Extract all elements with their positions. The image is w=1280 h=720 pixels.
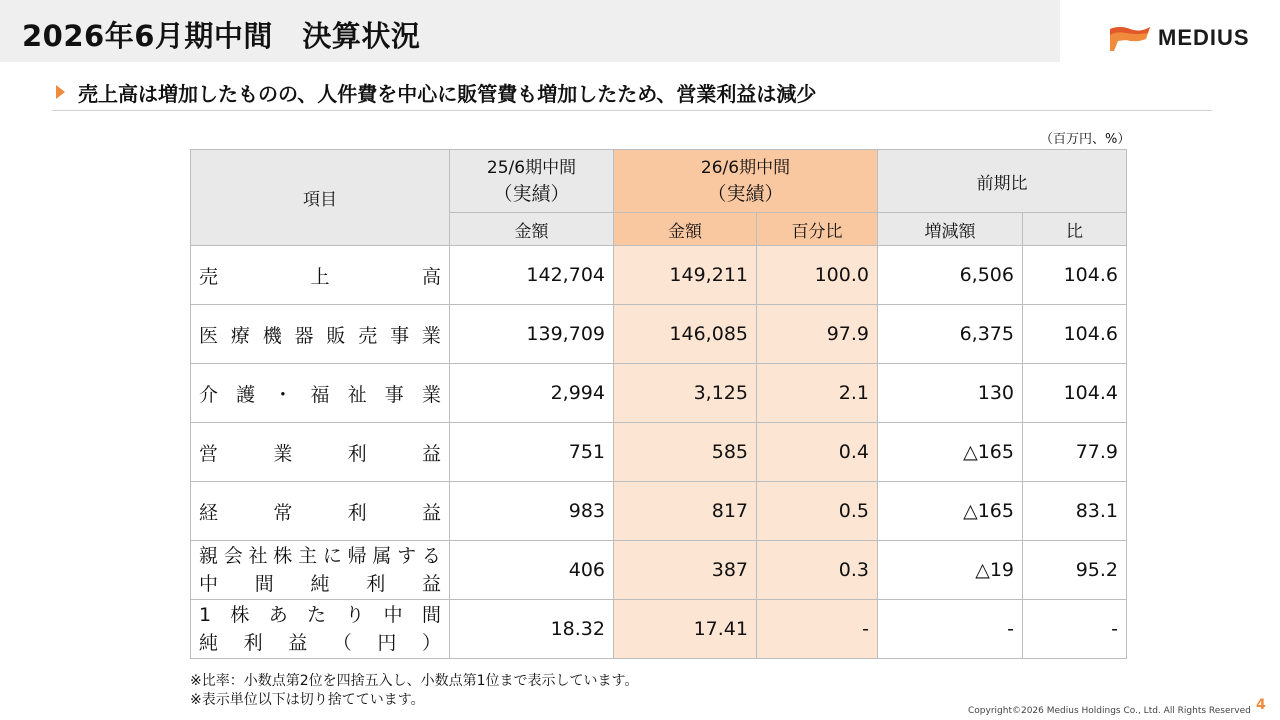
label-char: 業 — [421, 324, 441, 347]
label-char: 益 — [421, 501, 441, 524]
cell-change: - — [878, 600, 1023, 659]
label-line — [199, 570, 441, 598]
label-char: 経 — [199, 501, 219, 524]
header-percent: 百分比 — [757, 213, 878, 246]
label-char: 利 — [366, 573, 386, 595]
label-char: 利 — [243, 632, 263, 654]
label-line — [199, 262, 441, 289]
cell-ratio: 77.9 — [1023, 423, 1127, 482]
cell-change: 6,375 — [878, 305, 1023, 364]
label-char: 上 — [310, 265, 330, 288]
label-char: た — [307, 604, 327, 626]
label-char: 間 — [254, 573, 274, 595]
label-char: あ — [268, 604, 288, 626]
cell-ratio: 95.2 — [1023, 541, 1127, 600]
label-char: 帰 — [347, 545, 367, 567]
row-label — [191, 423, 450, 482]
label-char: る — [421, 545, 441, 567]
label-char: （ — [332, 632, 352, 654]
header-curr-kind: （実績） — [707, 183, 784, 205]
cell-curr-amount: 387 — [614, 541, 757, 600]
label-char: 中 — [383, 604, 403, 626]
label-char: に — [322, 545, 342, 567]
label-char: 営 — [199, 442, 219, 465]
cell-curr-percent: 0.3 — [757, 541, 878, 600]
copyright: Copyright©2026 Medius Holdings Co., Ltd. All Rights Reserved — [968, 706, 1251, 716]
label-line — [199, 321, 441, 348]
header-prev-kind: （実績） — [493, 183, 570, 205]
page-title: 2026年6月期中間 決算状況 — [22, 19, 421, 53]
row-label — [191, 482, 450, 541]
cell-ratio: - — [1023, 600, 1127, 659]
label-char: 祉 — [347, 383, 367, 406]
label-char: 事 — [384, 383, 404, 406]
cell-change: △19 — [878, 541, 1023, 600]
table-row — [191, 246, 1127, 305]
header-yoy: 前期比 — [878, 150, 1127, 213]
table-row — [191, 482, 1127, 541]
label-char: 常 — [273, 501, 293, 524]
label-char: 介 — [199, 383, 219, 406]
header-item: 項目 — [191, 150, 450, 246]
table-row — [191, 541, 1127, 600]
footnote-truncation: ※表示単位以下は切り捨てています。 — [190, 692, 425, 708]
label-char: 純 — [310, 573, 330, 595]
label-char: 主 — [298, 545, 318, 567]
cell-curr-amount: 146,085 — [614, 305, 757, 364]
footnote-rounding: ※比率：小数点第2位を四捨五入し、小数点第1位まで表示しています。 — [190, 673, 639, 689]
label-char: 純 — [199, 632, 219, 654]
label-char: 間 — [421, 604, 441, 626]
header-prev-period-name: 25/6期中間 — [486, 158, 577, 178]
financial-table — [190, 149, 1127, 659]
label-char: 売 — [358, 324, 378, 347]
label-char: 売 — [199, 265, 219, 288]
cell-ratio: 104.6 — [1023, 246, 1127, 305]
cell-change: △165 — [878, 423, 1023, 482]
header-amount-prev: 金額 — [450, 213, 614, 246]
label-char: 業 — [273, 442, 293, 465]
cell-ratio: 104.4 — [1023, 364, 1127, 423]
label-char: 医 — [199, 324, 219, 347]
triangle-bullet-icon — [56, 85, 65, 99]
header-ratio: 比 — [1023, 213, 1127, 246]
row-label — [191, 364, 450, 423]
row-label — [191, 541, 450, 600]
label-char: ） — [421, 632, 441, 654]
cell-curr-amount: 17.41 — [614, 600, 757, 659]
label-char: 円 — [377, 632, 397, 654]
table-row — [191, 364, 1127, 423]
header-change: 増減額 — [878, 213, 1023, 246]
cell-curr-percent: 2.1 — [757, 364, 878, 423]
label-line — [199, 498, 441, 525]
label-char: ・ — [273, 383, 293, 406]
label-char: 属 — [372, 545, 392, 567]
header-curr-period — [614, 150, 878, 213]
cell-curr-percent: 0.4 — [757, 423, 878, 482]
subtitle-row — [52, 78, 1212, 111]
label-char: 高 — [421, 265, 441, 288]
page-number: 4 — [1256, 697, 1266, 713]
cell-curr-percent: 0.5 — [757, 482, 878, 541]
row-label — [191, 305, 450, 364]
cell-curr-percent: 100.0 — [757, 246, 878, 305]
cell-prev-amount: 142,704 — [450, 246, 614, 305]
row-label — [191, 246, 450, 305]
header-prev-period — [450, 150, 614, 213]
cell-curr-percent: - — [757, 600, 878, 659]
header-amount-curr: 金額 — [614, 213, 757, 246]
cell-change: 130 — [878, 364, 1023, 423]
label-char: 利 — [347, 442, 367, 465]
cell-change: 6,506 — [878, 246, 1023, 305]
flag-logo-icon — [1108, 25, 1150, 51]
label-line — [199, 601, 441, 629]
label-char: 益 — [421, 442, 441, 465]
label-char: 販 — [326, 324, 346, 347]
unit-note: （百万円、%） — [1040, 132, 1131, 147]
label-line — [199, 629, 441, 657]
cell-curr-amount: 817 — [614, 482, 757, 541]
label-char: 株 — [230, 604, 250, 626]
cell-prev-amount: 2,994 — [450, 364, 614, 423]
cell-change: △165 — [878, 482, 1023, 541]
label-char: 事 — [390, 324, 410, 347]
label-char: 護 — [236, 383, 256, 406]
label-line — [199, 542, 441, 570]
label-char: 社 — [248, 545, 268, 567]
cell-prev-amount: 751 — [450, 423, 614, 482]
label-char: り — [345, 604, 365, 626]
table-row — [191, 600, 1127, 659]
label-char: 益 — [421, 573, 441, 595]
label-char: 中 — [199, 573, 219, 595]
label-line — [199, 439, 441, 466]
cell-prev-amount: 139,709 — [450, 305, 614, 364]
cell-curr-amount: 3,125 — [614, 364, 757, 423]
cell-prev-amount: 406 — [450, 541, 614, 600]
subtitle: 売上高は増加したものの、人件費を中心に販管費も増加したため、営業利益は減少 — [78, 82, 817, 106]
label-line — [199, 380, 441, 407]
medius-logo — [1108, 24, 1250, 52]
label-char: 療 — [230, 324, 250, 347]
label-char: 利 — [347, 501, 367, 524]
table-row — [191, 305, 1127, 364]
cell-curr-amount: 585 — [614, 423, 757, 482]
row-label — [191, 600, 450, 659]
cell-prev-amount: 18.32 — [450, 600, 614, 659]
label-char: 益 — [288, 632, 308, 654]
label-char: 機 — [262, 324, 282, 347]
label-char: 会 — [223, 545, 243, 567]
cell-ratio: 83.1 — [1023, 482, 1127, 541]
header-curr-period-name: 26/6期中間 — [700, 158, 791, 178]
logo-wordmark: MEDIUS — [1158, 25, 1250, 50]
label-char: 株 — [273, 545, 293, 567]
cell-prev-amount: 983 — [450, 482, 614, 541]
label-char: 親 — [199, 545, 219, 567]
label-char: 業 — [421, 383, 441, 406]
cell-curr-percent: 97.9 — [757, 305, 878, 364]
label-char: 福 — [310, 383, 330, 406]
label-char: 1 — [199, 604, 212, 626]
label-char: 器 — [294, 324, 314, 347]
cell-ratio: 104.6 — [1023, 305, 1127, 364]
table-row — [191, 423, 1127, 482]
label-char: す — [397, 545, 417, 567]
cell-curr-amount: 149,211 — [614, 246, 757, 305]
